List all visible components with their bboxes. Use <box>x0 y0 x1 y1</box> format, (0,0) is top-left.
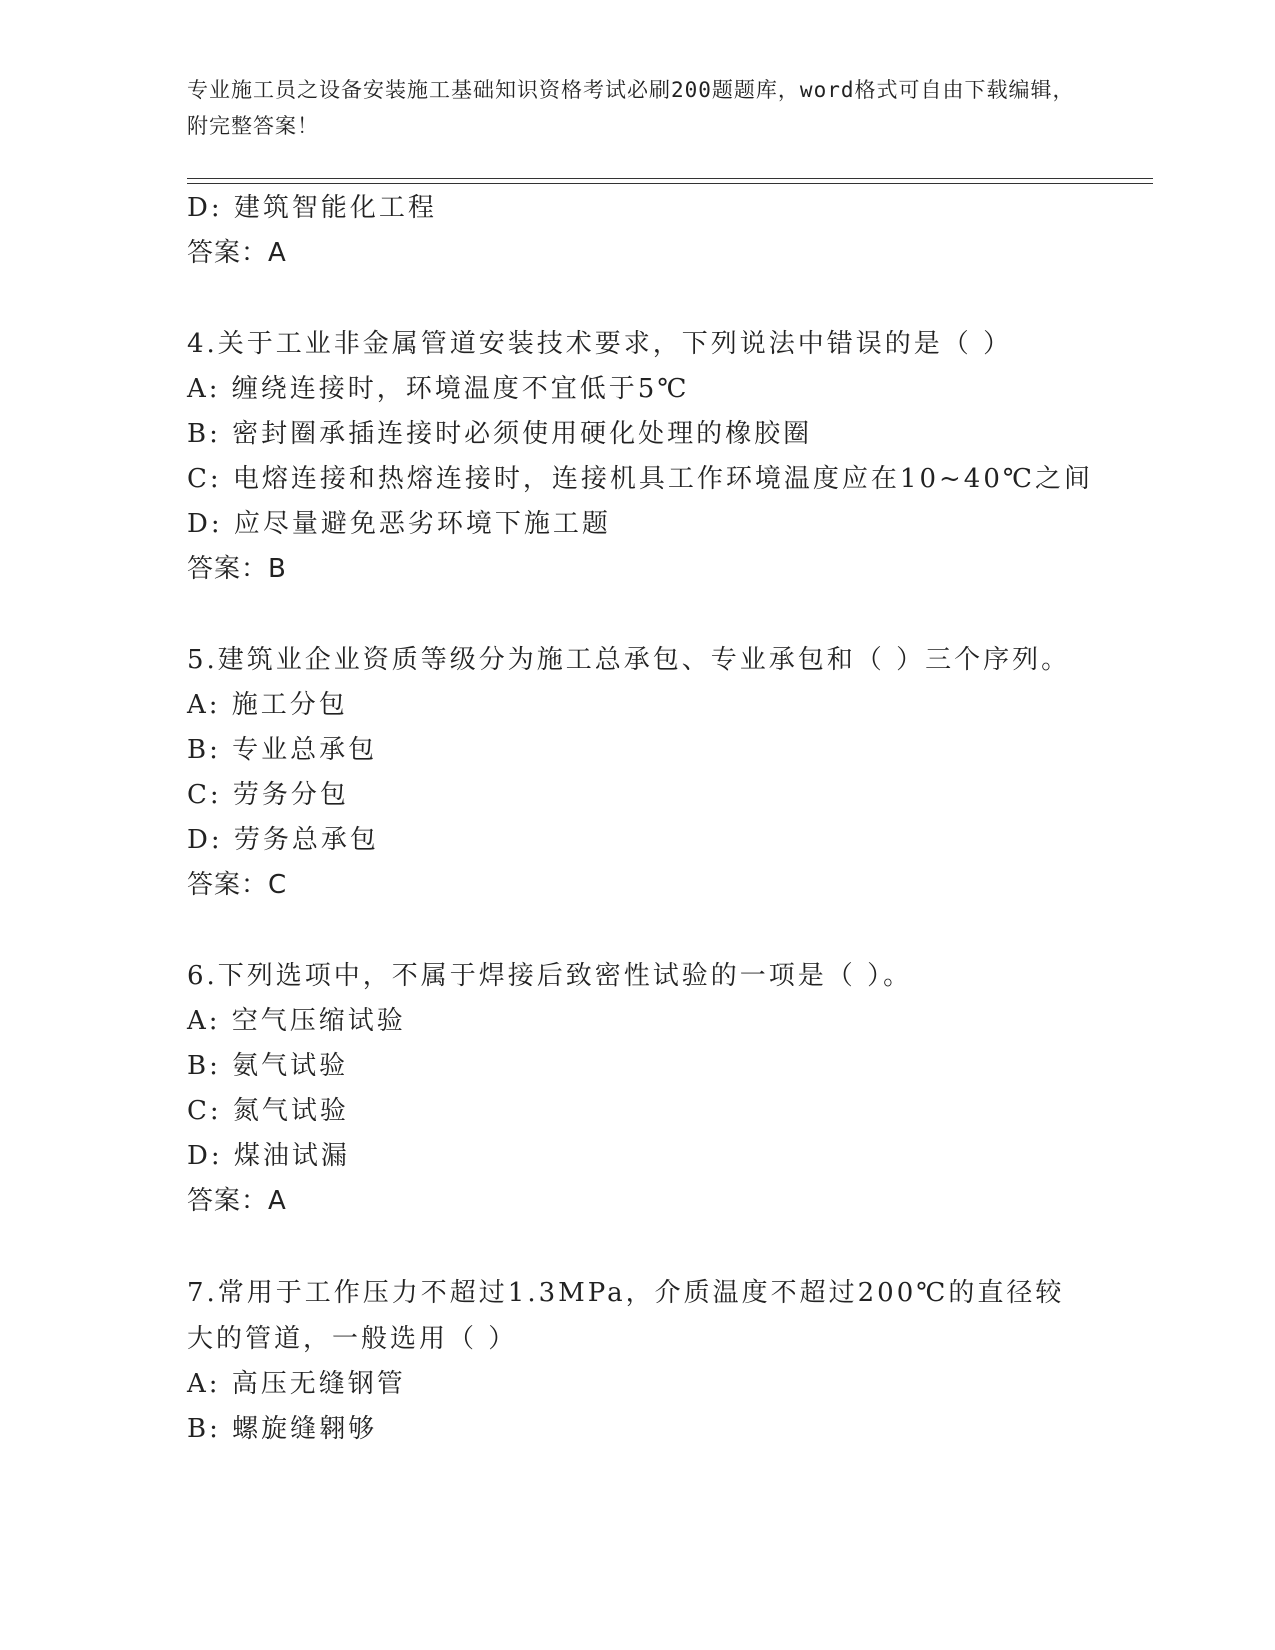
header-divider-top <box>187 178 1153 179</box>
option-a: A: 缠绕连接时，环境温度不宜低于5℃ <box>187 374 690 404</box>
option-b: B: 专业总承包 <box>187 735 378 765</box>
spacer <box>187 1224 1147 1270</box>
answer-line: 答案：B <box>187 554 287 584</box>
option-d: D: 应尽量避免恶劣环境下施工题 <box>187 509 611 539</box>
question-block <box>187 954 1147 1224</box>
question-block <box>187 322 1147 592</box>
header-divider-bottom <box>187 183 1153 184</box>
spacer <box>187 908 1147 954</box>
option-b: B: 密封圈承插连接时必须使用硬化处理的橡胶圈 <box>187 419 813 449</box>
answer-line: 答案：A <box>187 1186 287 1216</box>
option-d: D: 煤油试漏 <box>187 1141 350 1171</box>
option-b: B: 氨气试验 <box>187 1051 349 1081</box>
option-a: A: 空气压缩试验 <box>187 1006 406 1036</box>
question-stem: 4.关于工业非金属管道安装技术要求，下列说法中错误的是（ ） <box>187 329 1013 359</box>
question-block <box>187 1270 1147 1452</box>
option-b: B: 螺旋缝翱够 <box>187 1414 378 1444</box>
option-c: C: 电熔连接和热熔连接时，连接机具工作环境温度应在10~40℃之间 <box>187 464 1093 494</box>
question-stem: 5.建筑业企业资质等级分为施工总承包、专业承包和（ ）三个序列。 <box>187 645 1071 675</box>
document-header: 专业施工员之设备安装施工基础知识资格考试必刷200题题库，word格式可自由下载编辑，附完整答案！ <box>187 78 1075 138</box>
answer-line: 答案：C <box>187 870 288 900</box>
spacer <box>187 276 1147 322</box>
question-block <box>187 638 1147 908</box>
option-d: D: 劳务总承包 <box>187 825 379 855</box>
question-stem: 6.下列选项中，不属于焊接后致密性试验的一项是（ ）。 <box>187 961 913 991</box>
question-content <box>187 186 1147 1452</box>
answer-line: 答案：A <box>187 238 287 268</box>
option-a: A: 高压无缝钢管 <box>187 1369 406 1399</box>
option-c: C: 氮气试验 <box>187 1096 349 1126</box>
question-stem: 7.常用于工作压力不超过1.3MPa，介质温度不超过200℃的直径较大的管道，一般选用（ ） <box>187 1278 1065 1354</box>
option-c: C: 劳务分包 <box>187 780 349 810</box>
option-d: D: 建筑智能化工程 <box>187 193 437 223</box>
spacer <box>187 592 1147 638</box>
option-a: A: 施工分包 <box>187 690 348 720</box>
